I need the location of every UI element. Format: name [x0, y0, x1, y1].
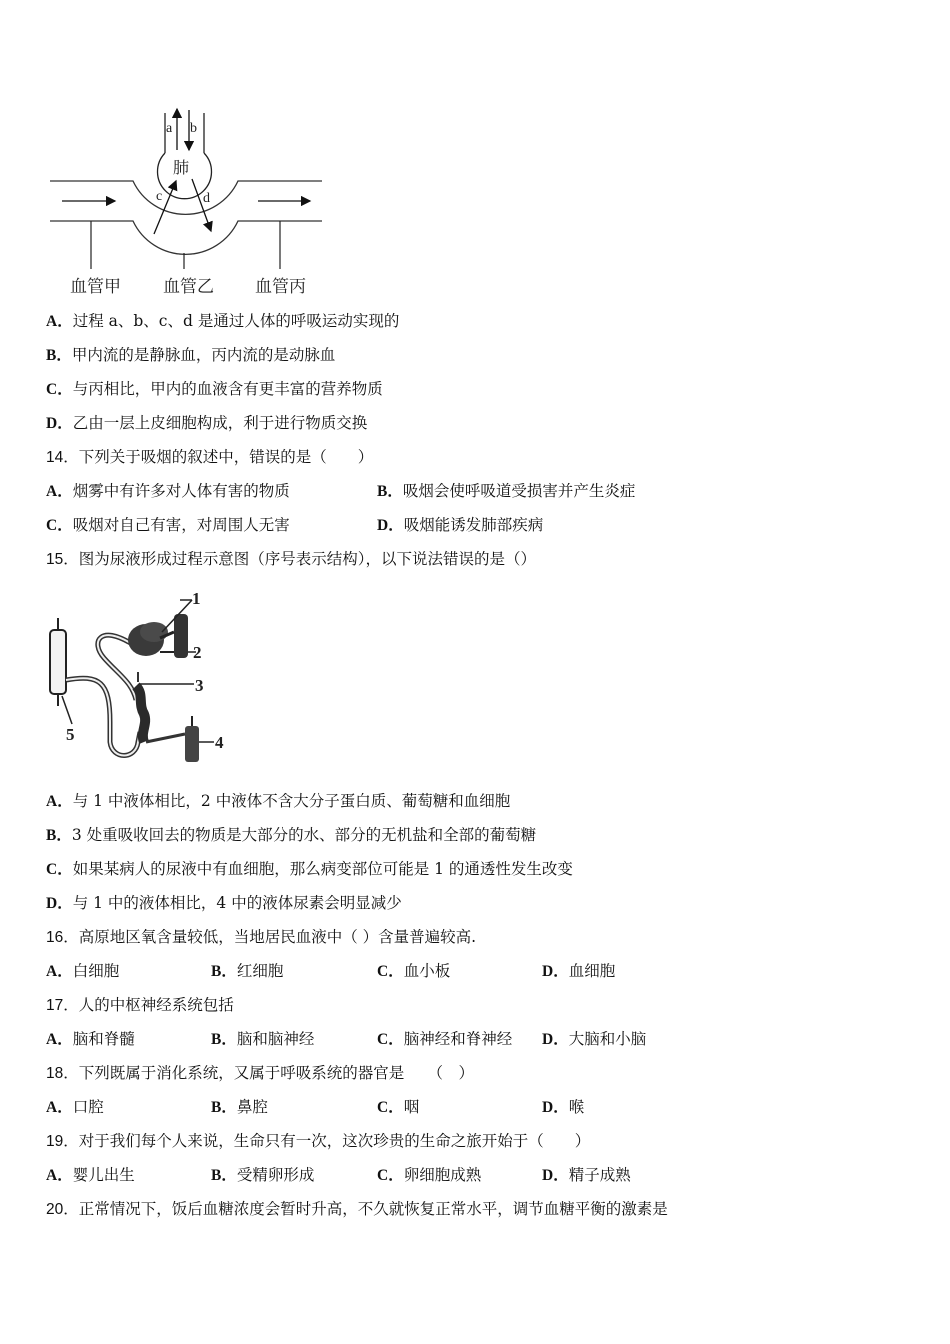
label-d: d [203, 191, 210, 206]
question-text: 人的中枢神经系统包括 [78, 996, 234, 1014]
q17-option-a [46, 1029, 135, 1050]
question-text: 高原地区氧含量较低，当地居民血液中（ ）含量普遍较高. [78, 928, 477, 946]
question-number: 18． [46, 1065, 79, 1082]
option-label: D． [46, 895, 73, 912]
option-text: 与 1 中液体相比，2 中液体不含大分子蛋白质、葡萄糖和血细胞 [72, 792, 511, 810]
option-text: 3 处重吸收回去的物质是大部分的水、部分的无机盐和全部的葡萄糖 [71, 826, 537, 844]
option-label: C． [377, 1167, 404, 1184]
option-label: C． [46, 381, 73, 398]
option-label: D． [542, 963, 569, 980]
option-text: 血细胞 [568, 962, 616, 980]
option-label: C． [46, 861, 73, 878]
q19-option-d [542, 1165, 631, 1186]
label-a: a [166, 121, 173, 136]
option-label: A． [46, 313, 73, 330]
option-text: 甲内流的是静脉血，丙内流的是动脉血 [71, 346, 336, 364]
question-text: 下列关于吸烟的叙述中，错误的是（ ） [78, 448, 374, 466]
option-label: A． [46, 963, 73, 980]
option-text: 血小板 [403, 962, 451, 980]
q16-option-c [377, 961, 450, 982]
option-label: C． [46, 517, 73, 534]
option-text: 婴儿出生 [72, 1166, 135, 1184]
q17-stem [46, 995, 234, 1016]
option-text: 吸烟会使呼吸道受损害并产生炎症 [402, 482, 636, 500]
q15-option-b [46, 825, 536, 846]
q13-option-c [46, 379, 383, 400]
option-text: 受精卵形成 [236, 1166, 315, 1184]
option-text: 咽 [403, 1098, 420, 1116]
label-2: 2 [193, 643, 202, 662]
option-label: D． [542, 1167, 569, 1184]
option-text: 精子成熟 [568, 1166, 631, 1184]
nephron-diagram-svg [40, 582, 240, 762]
lung-diagram-svg [40, 95, 340, 305]
label-vessel-yi: 血管乙 [163, 277, 214, 297]
option-text: 卵细胞成熟 [403, 1166, 482, 1184]
label-1: 1 [192, 589, 201, 608]
label-vessel-bing: 血管丙 [255, 277, 306, 297]
q19-option-c [377, 1165, 481, 1186]
question-number: 20． [46, 1201, 79, 1218]
label-lung: 肺 [173, 158, 190, 177]
q18-option-c [377, 1097, 419, 1118]
question-number: 16． [46, 929, 79, 946]
q18-option-d [542, 1097, 584, 1118]
q16-stem [46, 927, 476, 948]
q15-option-c [46, 859, 573, 880]
q15-option-a [46, 791, 510, 812]
question-number: 15． [46, 551, 79, 568]
option-text: 烟雾中有许多对人体有害的物质 [72, 482, 290, 500]
q19-option-b [211, 1165, 314, 1186]
q14-option-c [46, 515, 290, 536]
q16-option-b [211, 961, 283, 982]
option-text: 如果某病人的尿液中有血细胞，那么病变部位可能是 1 的通透性发生改变 [72, 860, 573, 878]
option-label: B． [46, 827, 72, 844]
option-label: A． [46, 483, 73, 500]
q14-stem [46, 447, 373, 468]
option-label: B． [46, 347, 72, 364]
q17-option-c [377, 1029, 512, 1050]
q13-option-d [46, 413, 367, 434]
option-label: B． [377, 483, 403, 500]
option-label: D． [542, 1031, 569, 1048]
q17-option-d [542, 1029, 646, 1050]
question-number: 19． [46, 1133, 79, 1150]
option-text: 过程 a、b、c、d 是通过人体的呼吸运动实现的 [72, 312, 400, 330]
option-text: 口腔 [72, 1098, 104, 1116]
q13-option-b [46, 345, 335, 366]
q16-option-d [542, 961, 615, 982]
option-label: A． [46, 1167, 73, 1184]
question-number: 14． [46, 449, 79, 466]
question-text: 图为尿液形成过程示意图（序号表示结构），以下说法错误的是（） [78, 550, 537, 568]
q15-option-d [46, 893, 402, 914]
q18-option-b [211, 1097, 268, 1118]
label-5: 5 [66, 725, 75, 744]
question-number: 17． [46, 997, 79, 1014]
option-text: 红细胞 [236, 962, 284, 980]
q14-option-b [377, 481, 635, 502]
q18-option-a [46, 1097, 104, 1118]
option-text: 与 1 中的液体相比，4 中的液体尿素会明显减少 [72, 894, 402, 912]
option-text: 喉 [568, 1098, 585, 1116]
q17-option-b [211, 1029, 314, 1050]
option-label: B． [211, 963, 237, 980]
option-text: 脑和脊髓 [72, 1030, 135, 1048]
q14-option-d [377, 515, 543, 536]
option-label: B． [211, 1167, 237, 1184]
nephron-figure [40, 582, 240, 762]
option-label: A． [46, 793, 73, 810]
question-text: 下列既属于消化系统，又属于呼吸系统的器官是 （ ） [78, 1064, 475, 1082]
option-text: 脑神经和脊神经 [403, 1030, 513, 1048]
option-label: D． [377, 517, 404, 534]
q14-option-a [46, 481, 290, 502]
option-label: C． [377, 1099, 404, 1116]
q13-option-a [46, 311, 399, 332]
q16-option-a [46, 961, 119, 982]
option-label: B． [211, 1099, 237, 1116]
label-3: 3 [195, 676, 204, 695]
label-b: b [190, 121, 197, 136]
option-label: C． [377, 963, 404, 980]
q19-stem [46, 1131, 590, 1152]
question-text: 正常情况下，饭后血糖浓度会暂时升高，不久就恢复正常水平，调节血糖平衡的激素是 [78, 1200, 668, 1218]
option-label: A． [46, 1099, 73, 1116]
label-c: c [156, 189, 163, 204]
option-label: D． [542, 1099, 569, 1116]
label-4: 4 [215, 733, 224, 752]
option-text: 与丙相比，甲内的血液含有更丰富的营养物质 [72, 380, 383, 398]
q19-option-a [46, 1165, 135, 1186]
option-label: B． [211, 1031, 237, 1048]
q15-stem [46, 549, 536, 570]
option-text: 吸烟对自己有害，对周围人无害 [72, 516, 290, 534]
option-label: D． [46, 415, 73, 432]
option-label: C． [377, 1031, 404, 1048]
label-vessel-jia: 血管甲 [70, 277, 121, 297]
option-text: 大脑和小脑 [568, 1030, 647, 1048]
question-text: 对于我们每个人来说，生命只有一次，这次珍贵的生命之旅开始于（ ） [78, 1132, 591, 1150]
option-text: 脑和脑神经 [236, 1030, 315, 1048]
q20-stem [46, 1199, 668, 1220]
option-text: 鼻腔 [236, 1098, 268, 1116]
option-text: 白细胞 [72, 962, 120, 980]
lung-circulation-figure [40, 95, 340, 305]
option-text: 乙由一层上皮细胞构成，利于进行物质交换 [72, 414, 368, 432]
option-label: A． [46, 1031, 73, 1048]
option-text: 吸烟能诱发肺部疾病 [403, 516, 544, 534]
q18-stem [46, 1063, 474, 1084]
